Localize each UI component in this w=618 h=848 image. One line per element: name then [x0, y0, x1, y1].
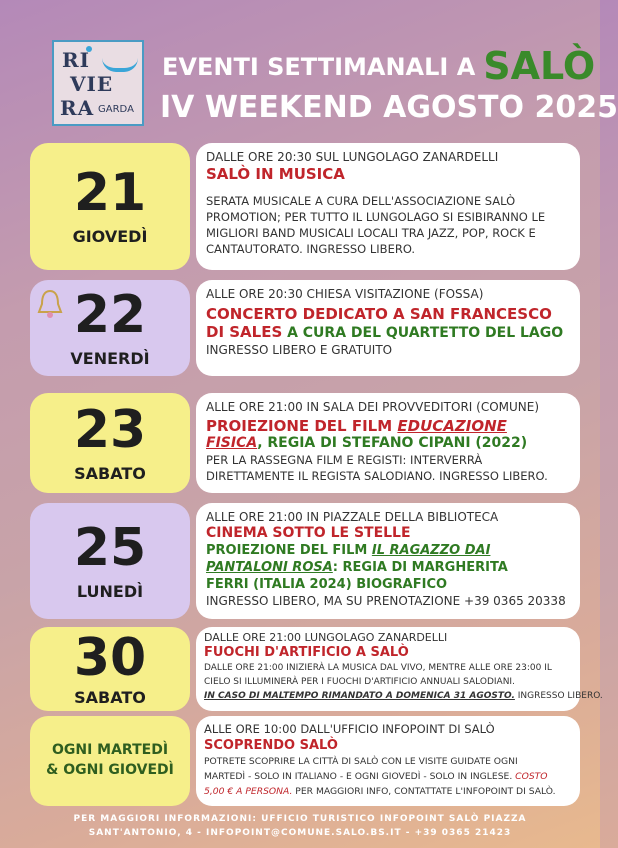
event-description: INGRESSO LIBERO, MA SU PRENOTAZIONE +39 0365 20338	[206, 594, 566, 608]
event-card	[196, 393, 580, 493]
event-title: FUOCHI D'ARTIFICIO A SALÒ	[204, 645, 409, 660]
event-title-line2: FISICA, REGIA DI STEFANO CIPANI (2022)	[206, 435, 528, 451]
title-city: SALÒ	[483, 44, 596, 88]
date-weekday: SABATO	[74, 687, 146, 707]
event-row-21	[30, 143, 580, 270]
date-box	[30, 280, 190, 376]
event-card	[196, 716, 580, 806]
date-weekday: GIOVEDÌ	[72, 227, 148, 246]
event-title-line2: DI SALES A CURA DEL QUARTETTO DEL LAGO	[206, 323, 564, 341]
date-number: 25	[73, 517, 147, 578]
logo-text-ra: RA	[60, 96, 95, 120]
event-time-place: DALLE ORE 21:00 LUNGOLAGO ZANARDELLI	[204, 631, 448, 644]
date-box	[30, 716, 190, 806]
event-card	[196, 503, 580, 619]
date-weekday: VENERDÌ	[70, 348, 150, 368]
event-title: PROIEZIONE DEL FILM EDUCAZIONE	[206, 417, 507, 435]
event-time-place: DALLE ORE 20:30 SUL LUNGOLAGO ZANARDELLI	[206, 150, 499, 164]
event-row-25	[30, 503, 580, 619]
event-row-23	[30, 393, 580, 493]
event-time-place: ALLE ORE 21:00 IN SALA DEI PROVVEDITORI (COMUNE)	[206, 400, 540, 414]
footer-contact	[0, 812, 600, 840]
date-weekday: SABATO	[74, 463, 146, 483]
date-weekday: LUNEDÌ	[76, 581, 144, 601]
event-time-place: ALLE ORE 10:00 DALL'UFFICIO INFOPOINT DI SALÒ	[204, 722, 495, 736]
event-card	[196, 627, 603, 711]
date-number: 23	[73, 399, 147, 460]
event-title: CONCERTO DEDICATO A SAN FRANCESCO	[206, 305, 552, 323]
page-title	[162, 44, 596, 88]
event-title: CINEMA SOTTO LE STELLE	[206, 525, 411, 541]
event-description: DALLE ORE 21:00 INIZIERÀ LA MUSICA DAL VIVO, MENTRE ALLE ORE 23:00 IL CIELO SI ILLUMINERÀ PER I FUOCHI D'ARTIFICIO ANNUALI SALODIANI. IN CASO DI MALTEMPO RIMANDATO A DOMENICA 31 AGOSTO. INGRESSO LIBERO.	[204, 663, 603, 701]
date-number: 21	[73, 163, 147, 223]
event-title: SALÒ IN MUSICA	[206, 165, 345, 183]
event-card	[196, 280, 580, 376]
event-row-recurring	[30, 716, 580, 806]
recurrence-label-2: & OGNI GIOVEDÌ	[46, 762, 174, 778]
event-title: SCOPRENDO SALÒ	[204, 738, 338, 753]
date-box	[30, 503, 190, 619]
date-number: 30	[73, 627, 147, 688]
event-row-30	[30, 627, 603, 711]
event-description: PER LA RASSEGNA FILM E REGISTI: INTERVERRÀ DIRETTAMENTE IL REGISTA SALODIANO. INGRESSO LIBERO.	[206, 453, 548, 483]
riviera-garda-logo	[52, 40, 144, 126]
event-card	[196, 143, 580, 270]
event-time-place: ALLE ORE 21:00 IN PIAZZALE DELLA BIBLIOTECA	[206, 510, 499, 524]
church-bell-icon	[36, 288, 64, 322]
event-time-place: ALLE ORE 20:30 CHIESA VISITAZIONE (FOSSA)	[206, 287, 484, 301]
date-box	[30, 143, 190, 270]
recurrence-label-1: OGNI MARTEDÌ	[51, 742, 169, 759]
logo-wave-icon	[102, 58, 138, 72]
date-box	[30, 627, 190, 711]
event-row-22	[30, 280, 580, 376]
logo-text-vie: VIE	[70, 72, 114, 96]
event-subtitle: PROIEZIONE DEL FILM IL RAGAZZO DAI PANTALONI ROSA: REGIA DI MARGHERITA FERRI (ITALIA 2024) BIOGRAFICO	[206, 543, 508, 592]
event-description: POTRETE SCOPRIRE LA CITTÀ DI SALÒ CON LE VISITE GUIDATE OGNI MARTEDÌ - SOLO IN ITALIANO - E OGNI GIOVEDÌ - SOLO IN INGLESE. COSTO 5,00 € A PERSONA. PER MAGGIORI INFO, CONTATTATE L'INFOPOINT DI SALÒ.	[204, 756, 556, 797]
event-description: INGRESSO LIBERO E GRATUITO	[206, 343, 393, 357]
footer-line-1: PER MAGGIORI INFORMAZIONI: UFFICIO TURISTICO INFOPOINT SALÒ PIAZZA	[73, 814, 527, 824]
event-description: SERATA MUSICALE A CURA DELL'ASSOCIAZIONE SALÒ PROMOTION; PER TUTTO IL LUNGOLAGO SI ESIBIRANNO LE MIGLIORI BAND MUSICALI LOCALI TRA JAZZ, POP, ROCK E CANTAUTORATO. INGRESSO LIBERO.	[206, 194, 546, 256]
page-subtitle: IV WEEKEND AGOSTO 2025	[160, 90, 618, 125]
footer-line-2: SANT'ANTONIO, 4 - INFOPOINT@COMUNE.SALO.BS.IT - +39 0365 21423	[88, 828, 512, 838]
title-prefix: EVENTI SETTIMANALI A	[162, 53, 476, 81]
logo-text-ri: RI	[62, 48, 90, 72]
date-number: 22	[73, 284, 147, 345]
date-box	[30, 393, 190, 493]
logo-text-garda: GARDA	[98, 104, 134, 115]
